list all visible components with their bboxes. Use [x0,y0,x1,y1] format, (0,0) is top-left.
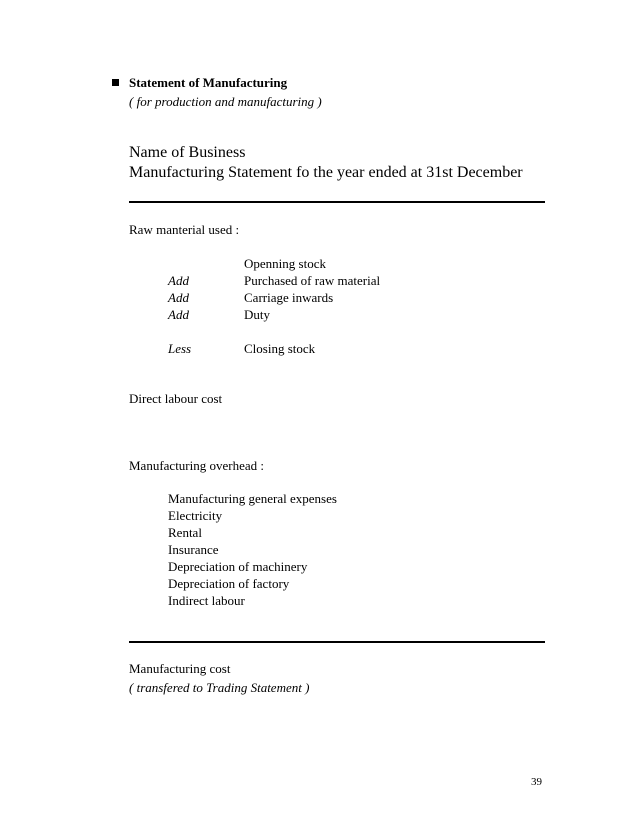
transfer-note: ( transfered to Trading Statement ) [129,680,310,695]
overhead-heading: Manufacturing overhead : [129,458,265,473]
overhead-item: Depreciation of factory [168,576,290,591]
overhead-item: Manufacturing general expenses [168,491,337,506]
row-label: Carriage inwards [244,290,334,305]
overhead-item: Depreciation of machinery [168,559,308,574]
page-number: 39 [531,776,542,788]
row-op: Add [168,290,189,305]
raw-material-heading: Raw manterial used : [129,222,240,237]
direct-labour-label: Direct labour cost [129,391,223,406]
bullet-square-icon [112,79,119,86]
section-subtitle: ( for production and manufacturing ) [129,94,322,109]
statement-title: Manufacturing Statement fo the year ended at 31st December [129,164,523,181]
section-title: Statement of Manufacturing [129,75,288,90]
overhead-item: Insurance [168,542,219,557]
overhead-item: Electricity [168,508,223,523]
opening-stock-label: Openning stock [244,256,326,271]
row-op: Add [168,273,189,288]
manufacturing-cost-label: Manufacturing cost [129,661,231,676]
overhead-item: Indirect labour [168,593,245,608]
closing-op: Less [168,341,192,356]
business-name: Name of Business [129,144,246,161]
row-label: Duty [244,307,270,322]
closing-stock-label: Closing stock [244,341,316,356]
bottom-divider [129,641,545,643]
overhead-item: Rental [168,525,202,540]
row-op: Add [168,307,189,322]
top-divider [129,201,545,203]
row-label: Purchased of raw material [244,273,381,288]
